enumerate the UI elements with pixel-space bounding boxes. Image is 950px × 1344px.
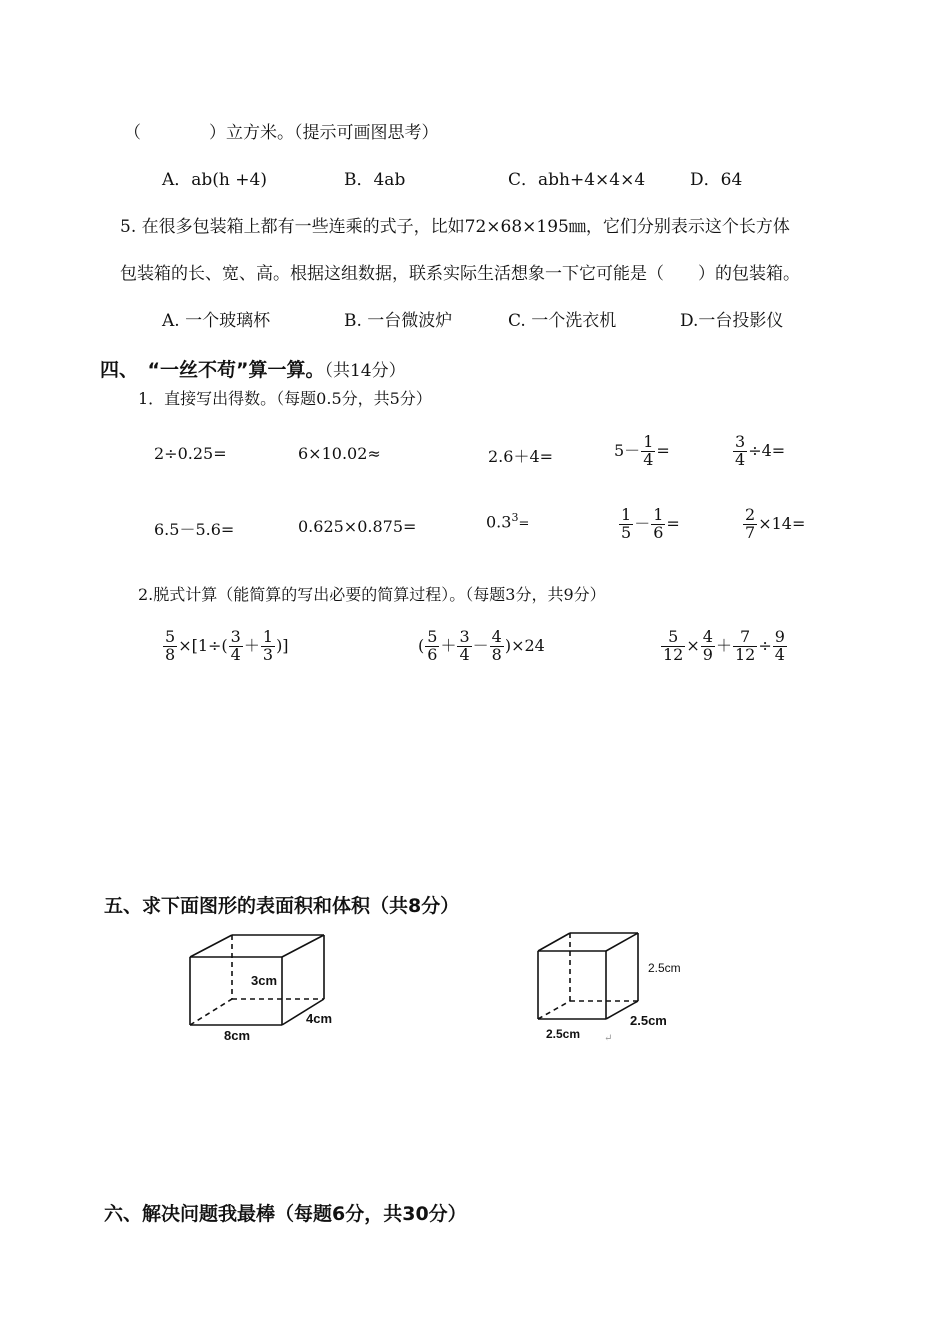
fraction: $\frac{1}{6}$ bbox=[653, 505, 664, 542]
calc-r1-c: 2.6＋4= bbox=[488, 447, 554, 466]
fraction: $\frac{4}{8}$ bbox=[491, 627, 502, 664]
fraction: $\frac{1}{3}$ bbox=[262, 627, 274, 664]
cube-height-label: 2.5cm bbox=[648, 961, 681, 975]
fraction: $\frac{5}{12}$ bbox=[663, 627, 684, 664]
q4-option-d: D．64 bbox=[690, 170, 743, 190]
fraction: $\frac{1}{5}$ bbox=[621, 505, 632, 542]
paragraph-mark-icon: ↵ bbox=[604, 1033, 613, 1044]
section4-title: 四、 “一丝不苟”算一算。 bbox=[100, 359, 325, 381]
q5-line1: 5. 在很多包装箱上都有一些连乘的式子，比如72×68×195㎜，它们分别表示这个长方体 bbox=[120, 217, 790, 237]
calc-r1-b: 6×10.02≈ bbox=[298, 444, 381, 463]
expr-1: $\frac{5}{8}$ ×[1÷( $\frac{3}{4}$ ＋ $\frac{1}{3}$ )] bbox=[165, 627, 289, 664]
calc-r2-c: $0.3^3=$ bbox=[486, 511, 530, 532]
cuboid-length-label: 8cm bbox=[224, 1028, 251, 1043]
expr-2: ( $\frac{5}{6}$ ＋ $\frac{3}{4}$ － $\frac{4}{8}$ )×24 bbox=[418, 627, 545, 664]
q5-option-d: D.一台投影仪 bbox=[680, 311, 784, 331]
section4-sub2: 2.脱式计算（能简算的写出必要的简算过程）。（每题3分，共9分） bbox=[138, 585, 606, 604]
cube-width-label: 2.5cm bbox=[630, 1013, 667, 1028]
fraction: $\frac{3}{4}$ bbox=[459, 627, 470, 664]
calc-r1-d: 5－ $\frac{1}{4}$ = bbox=[614, 432, 670, 469]
calc-r1-a: 2÷0.25= bbox=[154, 444, 227, 463]
fraction: $\frac{1}{4}$ bbox=[643, 432, 654, 469]
q5-option-b: B. 一台微波炉 bbox=[344, 311, 453, 331]
q4-option-a: A．ab(h +4) bbox=[162, 170, 267, 190]
expr-3: $\frac{5}{12}$ × $\frac{4}{9}$ ＋ $\frac{7}{12}$ ÷ $\frac{9}{4}$ bbox=[663, 627, 785, 664]
fraction: $\frac{7}{12}$ bbox=[734, 627, 756, 664]
fraction: $\frac{9}{4}$ bbox=[774, 627, 785, 664]
fraction: $\frac{3}{4}$ bbox=[230, 627, 241, 664]
cuboid-height-label: 3cm bbox=[251, 973, 278, 988]
section4-heading bbox=[100, 355, 406, 382]
section4-sub1: 1．直接写出得数。（每题0.5分，共5分） bbox=[138, 389, 432, 408]
q5-option-c: C. 一个洗衣机 bbox=[508, 311, 617, 331]
fraction: $\frac{3}{4}$ bbox=[735, 432, 746, 469]
fraction: $\frac{5}{6}$ bbox=[427, 627, 438, 664]
calc-r2-a: 6.5－5.6= bbox=[154, 520, 235, 539]
q4-option-c: C．abh+4×4×4 bbox=[508, 170, 646, 190]
cube-length-label: 2.5cm bbox=[546, 1027, 581, 1041]
q4-option-b: B．4ab bbox=[344, 170, 406, 190]
fraction: $\frac{4}{9}$ bbox=[702, 627, 713, 664]
calc-r2-b: 0.625×0.875= bbox=[298, 517, 417, 536]
q5-line2: 包装箱的长、宽、高。根据这组数据，联系实际生活想象一下它可能是（ ）的包装箱。 bbox=[120, 264, 800, 284]
section4-score: （共14分） bbox=[324, 361, 406, 381]
section5-title: 五、求下面图形的表面积和体积（共8分） bbox=[104, 895, 460, 917]
calc-r2-d: $\frac{1}{5}$ － $\frac{1}{6}$ = bbox=[621, 505, 680, 542]
q5-option-a: A. 一个玻璃杯 bbox=[162, 311, 271, 331]
calc-r1-e: $\frac{3}{4}$ ÷4= bbox=[735, 432, 786, 469]
q4-continuation-line: （ ）立方米。（提示可画图思考） bbox=[124, 123, 439, 143]
fraction: $\frac{5}{8}$ bbox=[165, 627, 176, 664]
section6-title: 六、解决问题我最棒（每题6分，共30分） bbox=[104, 1203, 467, 1225]
cuboid-width-label: 4cm bbox=[306, 1011, 333, 1026]
fraction: $\frac{2}{7}$ bbox=[745, 505, 756, 542]
calc-r2-e: $\frac{2}{7}$ ×14= bbox=[745, 505, 806, 542]
cuboid-diagram bbox=[180, 925, 360, 1055]
